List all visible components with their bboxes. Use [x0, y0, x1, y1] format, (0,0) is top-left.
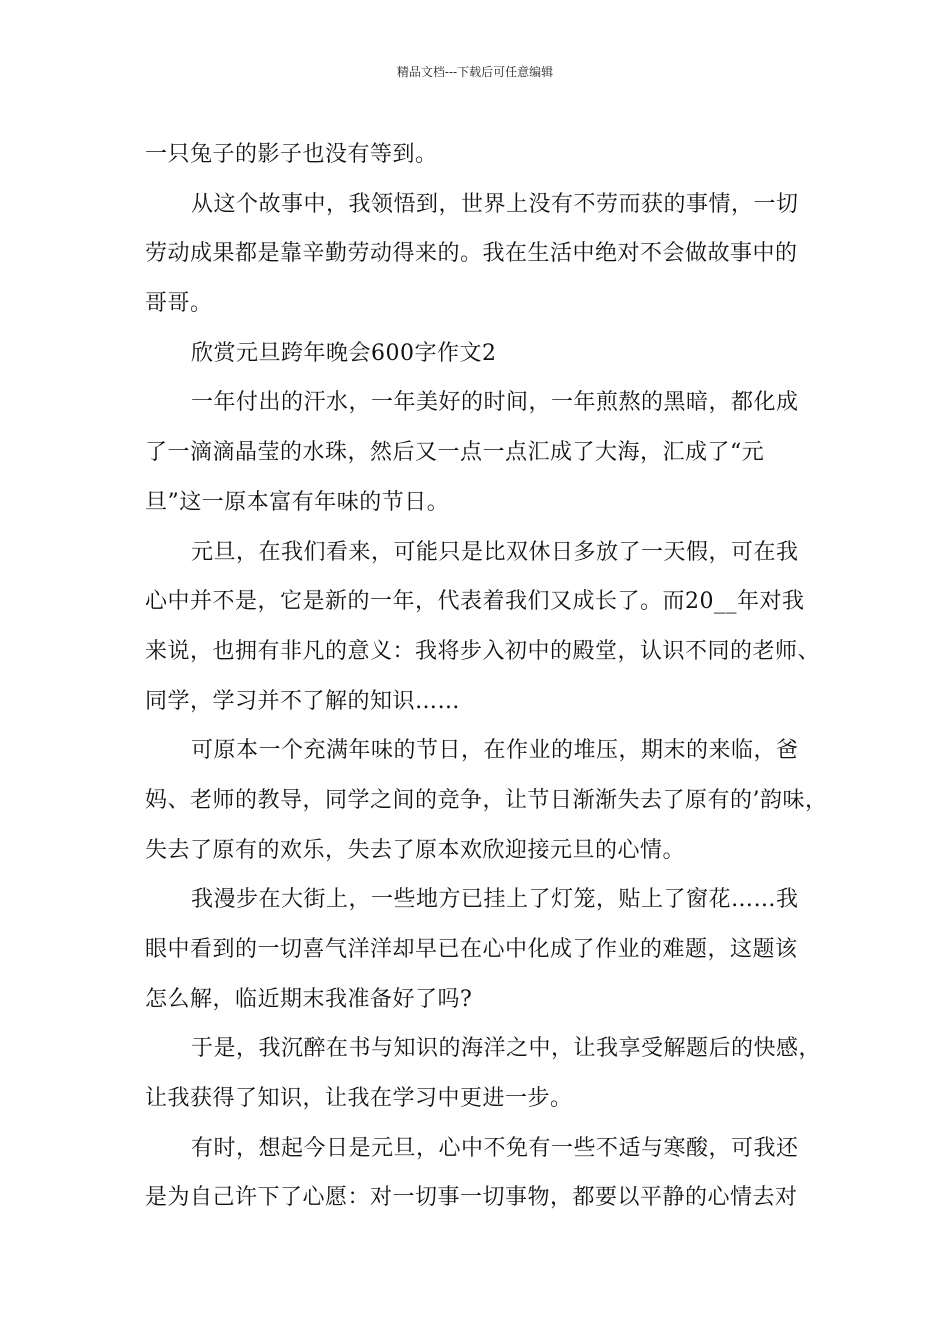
text-line: 劳动成果都是靠辛勤劳动得来的。我在生活中绝对不会做故事中的: [145, 241, 798, 267]
text-line: 于是，我沉醉在书与知识的海洋之中，让我享受解题后的快感，: [191, 1036, 822, 1062]
text-line: 我漫步在大街上，一些地方已挂上了灯笼，贴上了窗花……我: [191, 887, 799, 913]
text-line: 旦”这一原本富有年味的节日。: [145, 489, 450, 515]
text-line: 怎么解，临近期末我准备好了吗?: [145, 986, 473, 1012]
text-line: 是为自己许下了心愿：对一切事一切事物，都要以平静的心情去对: [145, 1185, 798, 1211]
text-line: 一年付出的汗水，一年美好的时间，一年煎熬的黑暗，都化成: [191, 390, 799, 416]
text-line: 让我获得了知识，让我在学习中更进一步。: [145, 1086, 573, 1112]
document-body: [145, 130, 828, 1223]
text-line: 哥哥。: [145, 291, 213, 317]
text-line: 同学，学习并不了解的知识……: [145, 688, 461, 714]
text-line: 一只兔子的影子也没有等到。: [145, 142, 438, 167]
page-header: 精品文档---下载后可任意编辑: [396, 65, 554, 79]
text-line: 心中并不是，它是新的一年，代表着我们又成长了。而20__年对我: [145, 589, 805, 615]
section-heading: 欣赏元旦跨年晚会600字作文2: [191, 340, 497, 366]
text-line: 妈、老师的教导，同学之间的竞争，让节日渐渐失去了原有的’韵味，: [145, 787, 828, 813]
text-line: 从这个故事中，我领悟到，世界上没有不劳而获的事情，一切: [191, 191, 799, 217]
text-line: 可原本一个充满年味的节日，在作业的堆压，期末的来临，爸: [191, 738, 799, 764]
text-line: 失去了原有的欢乐，失去了原本欢欣迎接元旦的心情。: [145, 837, 686, 863]
text-line: 有时，想起今日是元旦，心中不免有一些不适与寒酸，可我还: [191, 1135, 799, 1161]
text-line: 了一滴滴晶莹的水珠，然后又一点一点汇成了大海，汇成了“元: [145, 440, 765, 466]
text-line: 眼中看到的一切喜气洋洋却早已在心中化成了作业的难题，这题该: [145, 937, 798, 962]
text-line: 元旦，在我们看来，可能只是比双休日多放了一天假，可在我: [191, 539, 799, 565]
text-line: 来说，也拥有非凡的意义：我将步入初中的殿堂，认识不同的老师、: [145, 638, 821, 664]
